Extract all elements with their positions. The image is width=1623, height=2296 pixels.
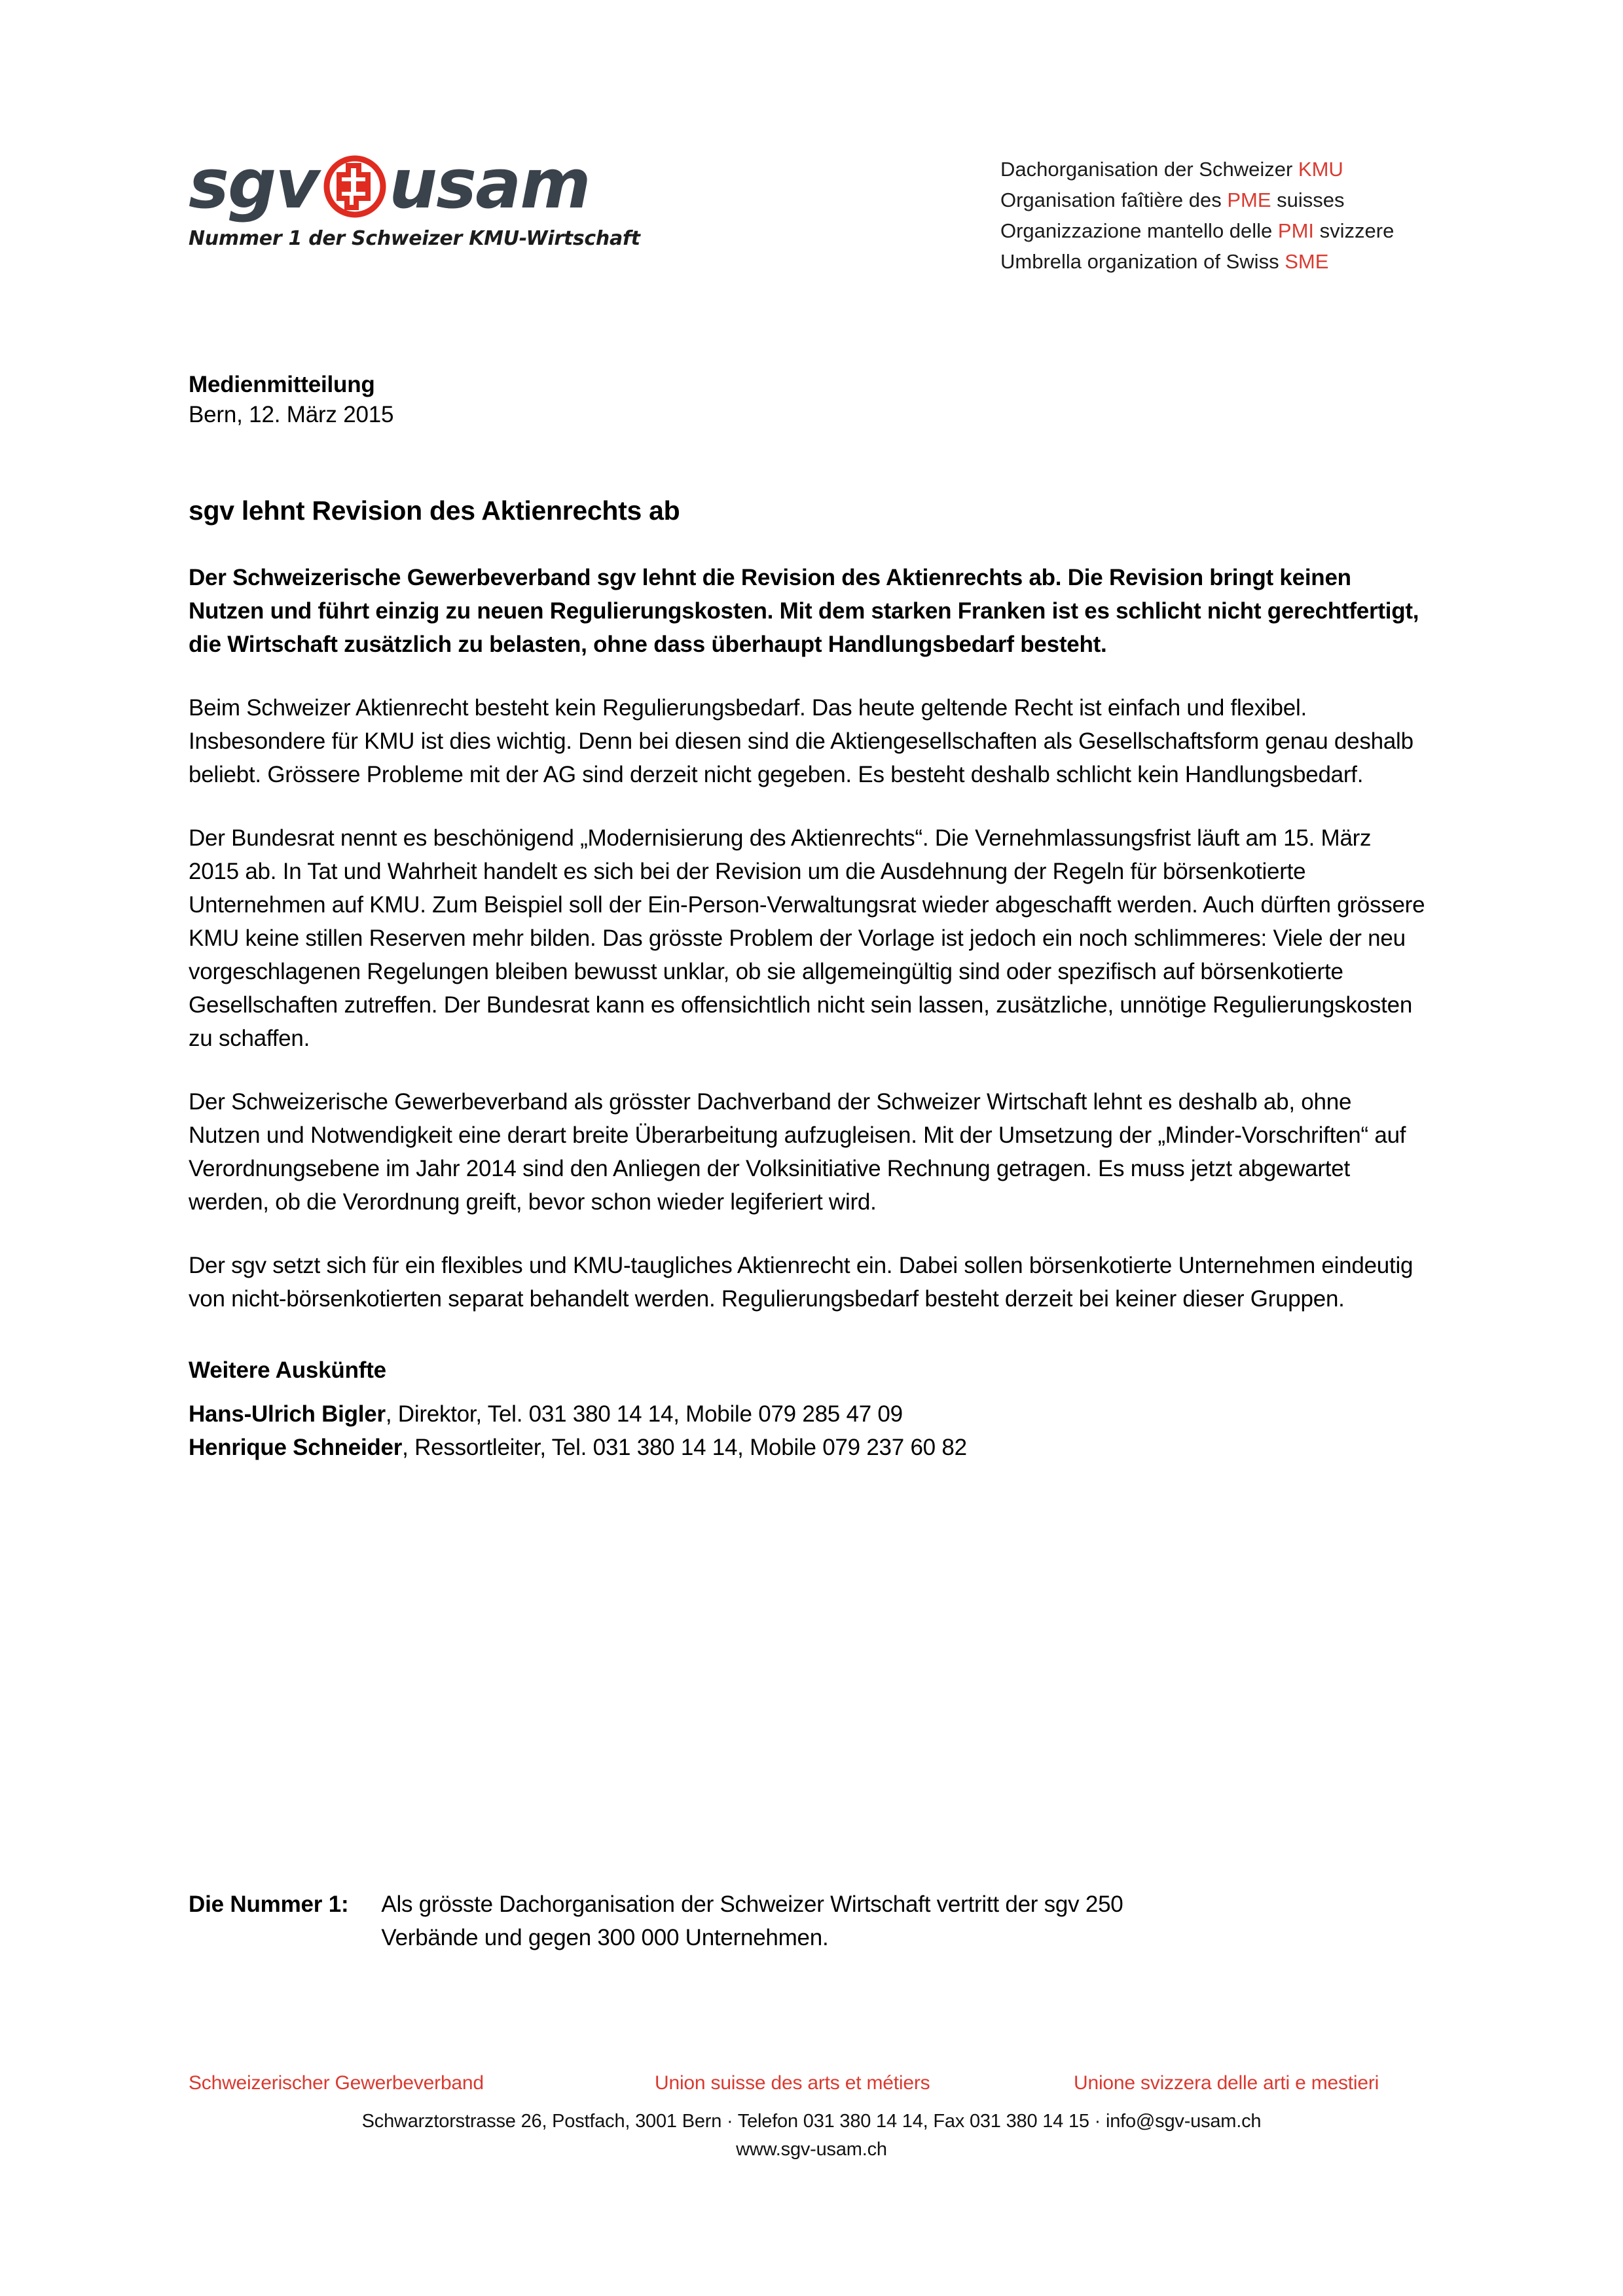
letterhead-header xyxy=(0,144,1623,278)
subtitle-de-accent: KMU xyxy=(1298,158,1343,181)
subtitle-it-prefix: Organizzazione mantello delle xyxy=(1000,219,1278,242)
footer-org-name-it: Unione svizzera delle arti e mestieri xyxy=(1074,2072,1379,2094)
boilerplate-label: Die Nummer 1: xyxy=(189,1892,349,1917)
lead-paragraph: Der Schweizerische Gewerbeverband sgv lehnt die Revision des Aktienrechts ab. Die Revision bringt keinen Nutzen und führt einzig zu neuen Regulierungskosten. Mit dem starken Franken ist es schlicht nicht gerechtfertigt, die Wirtschaft zusätzlich zu belasten, ohne dass überhaupt Handlungsbedarf besteht. xyxy=(189,565,1419,657)
page-title: sgv lehnt Revision des Aktienrechts ab xyxy=(189,495,680,526)
logo-text-usam: usam xyxy=(389,144,590,224)
subtitle-fr-suffix: suisses xyxy=(1271,188,1345,211)
subtitle-line-fr xyxy=(1000,185,1394,215)
footer-website[interactable]: www.sgv-usam.ch xyxy=(736,2139,887,2160)
contact-section-heading: Weitere Auskünfte xyxy=(189,1357,386,1383)
body-paragraph-2: Der Bundesrat nennt es beschönigend „Modernisierung des Aktienrechts“. Die Vernehmlassungsfrist läuft am 15. März 2015 ab. In Tat und Wahrheit handelt es sich bei der Revision um die Ausdehnung der Regeln für börsenkotierte Unternehmen auf KMU. Zum Beispiel soll der Ein-Person-Verwaltungsrat wieder abgeschafft werden. Auch dürften grössere KMU keine stillen Reserven mehr bilden. Das grösste Problem der Vorlage ist jedoch ein noch schlimmeres: Viele der neu vorgeschlagenen Regelungen bleiben bewusst unklar, ob sie allgemeingültig sind oder spezifisch auf börsenkotierte Gesellschaften zutreffen. Der Bundesrat kann es offensichtlich nicht sein lassen, zusätzliche, unnötige Regulierungskosten zu schaffen. xyxy=(189,825,1425,1051)
body-paragraph-3: Der Schweizerische Gewerbeverband als grösster Dachverband der Schweizer Wirtschaft lehnt es deshalb ab, ohne Nutzen und Notwendigkeit eine derart breite Überarbeitung aufzugleisen. Mit der Umsetzung der „Minder-Vorschriften“ auf Verordnungsebene im Jahr 2014 sind den Anliegen der Volksinitiative Rechnung getragen. Es muss jetzt abgewartet werden, ob die Verordnung greift, bevor schon wieder legiferiert wird. xyxy=(189,1089,1406,1215)
subtitle-line-en xyxy=(1000,246,1394,277)
sgv-usam-emblem-icon xyxy=(319,151,390,222)
logo-text-sgv: sgv xyxy=(189,144,319,224)
boilerplate-block xyxy=(189,1888,1302,1954)
footer-org-name-fr: Union suisse des arts et métiers xyxy=(655,2072,930,2094)
document-body xyxy=(189,370,1432,1464)
body-paragraph-4: Der sgv setzt sich für ein flexibles und KMU-taugliches Aktienrecht ein. Dabei sollen börsenkotierte Unternehmen eindeutig von nicht-börsenkotierten separat behandelt werden. Regulierungsbedarf besteht derzeit bei keiner dieser Gruppen. xyxy=(189,1253,1413,1312)
dateline: Bern, 12. März 2015 xyxy=(189,402,394,427)
contact-entry xyxy=(189,1397,1432,1431)
subtitle-en-prefix: Umbrella organization of Swiss xyxy=(1000,250,1285,273)
document-type-label: Medienmitteilung xyxy=(189,372,375,397)
sgv-usam-logo xyxy=(189,144,640,250)
boilerplate-text: Als grösste Dachorganisation der Schweizer Wirtschaft vertritt der sgv 250 Verbände und gegen 300 000 Unternehmen. xyxy=(381,1892,1123,1950)
contact-details: , Ressortleiter, Tel. 031 380 14 14, Mobile 079 237 60 82 xyxy=(402,1435,967,1460)
contact-entry xyxy=(189,1431,1432,1464)
contact-list xyxy=(189,1397,1432,1464)
subtitle-fr-accent: PME xyxy=(1227,188,1271,211)
letterhead-footer xyxy=(0,2068,1623,2164)
footer-organization-names xyxy=(0,2068,1623,2098)
contact-details: , Direktor, Tel. 031 380 14 14, Mobile 079 285 47 09 xyxy=(385,1401,903,1427)
footer-address-line: Schwarztorstrasse 26, Postfach, 3001 Bern · Telefon 031 380 14 14, Fax 031 380 14 15 · info@sgv-usam.ch xyxy=(361,2111,1262,2132)
subtitle-it-suffix: svizzere xyxy=(1314,219,1395,242)
subtitle-fr-prefix: Organisation faîtière des xyxy=(1000,188,1228,211)
body-paragraph-1: Beim Schweizer Aktienrecht besteht kein Regulierungsbedarf. Das heute geltende Recht ist einfach und flexibel. Insbesondere für KMU ist dies wichtig. Denn bei diesen sind die Aktiengesellschaften als Gesellschaftsform genau deshalb beliebt. Grössere Probleme mit der AG sind derzeit nicht gegeben. Es besteht deshalb schlicht kein Handlungsbedarf. xyxy=(189,695,1413,787)
footer-org-name-de: Schweizerischer Gewerbeverband xyxy=(189,2072,484,2094)
subtitle-de-prefix: Dachorganisation der Schweizer xyxy=(1000,158,1298,181)
subtitle-line-it xyxy=(1000,215,1394,246)
contact-name: Henrique Schneider xyxy=(189,1435,403,1460)
multilingual-subtitle-block xyxy=(1000,154,1394,277)
subtitle-line-de xyxy=(1000,154,1394,185)
subtitle-it-accent: PMI xyxy=(1277,219,1315,242)
contact-name: Hans-Ulrich Bigler xyxy=(189,1401,386,1427)
logo-tagline: Nummer 1 der Schweizer KMU-Wirtschaft xyxy=(189,227,640,250)
logo-wordmark xyxy=(189,144,594,224)
subtitle-en-accent: SME xyxy=(1285,250,1329,273)
